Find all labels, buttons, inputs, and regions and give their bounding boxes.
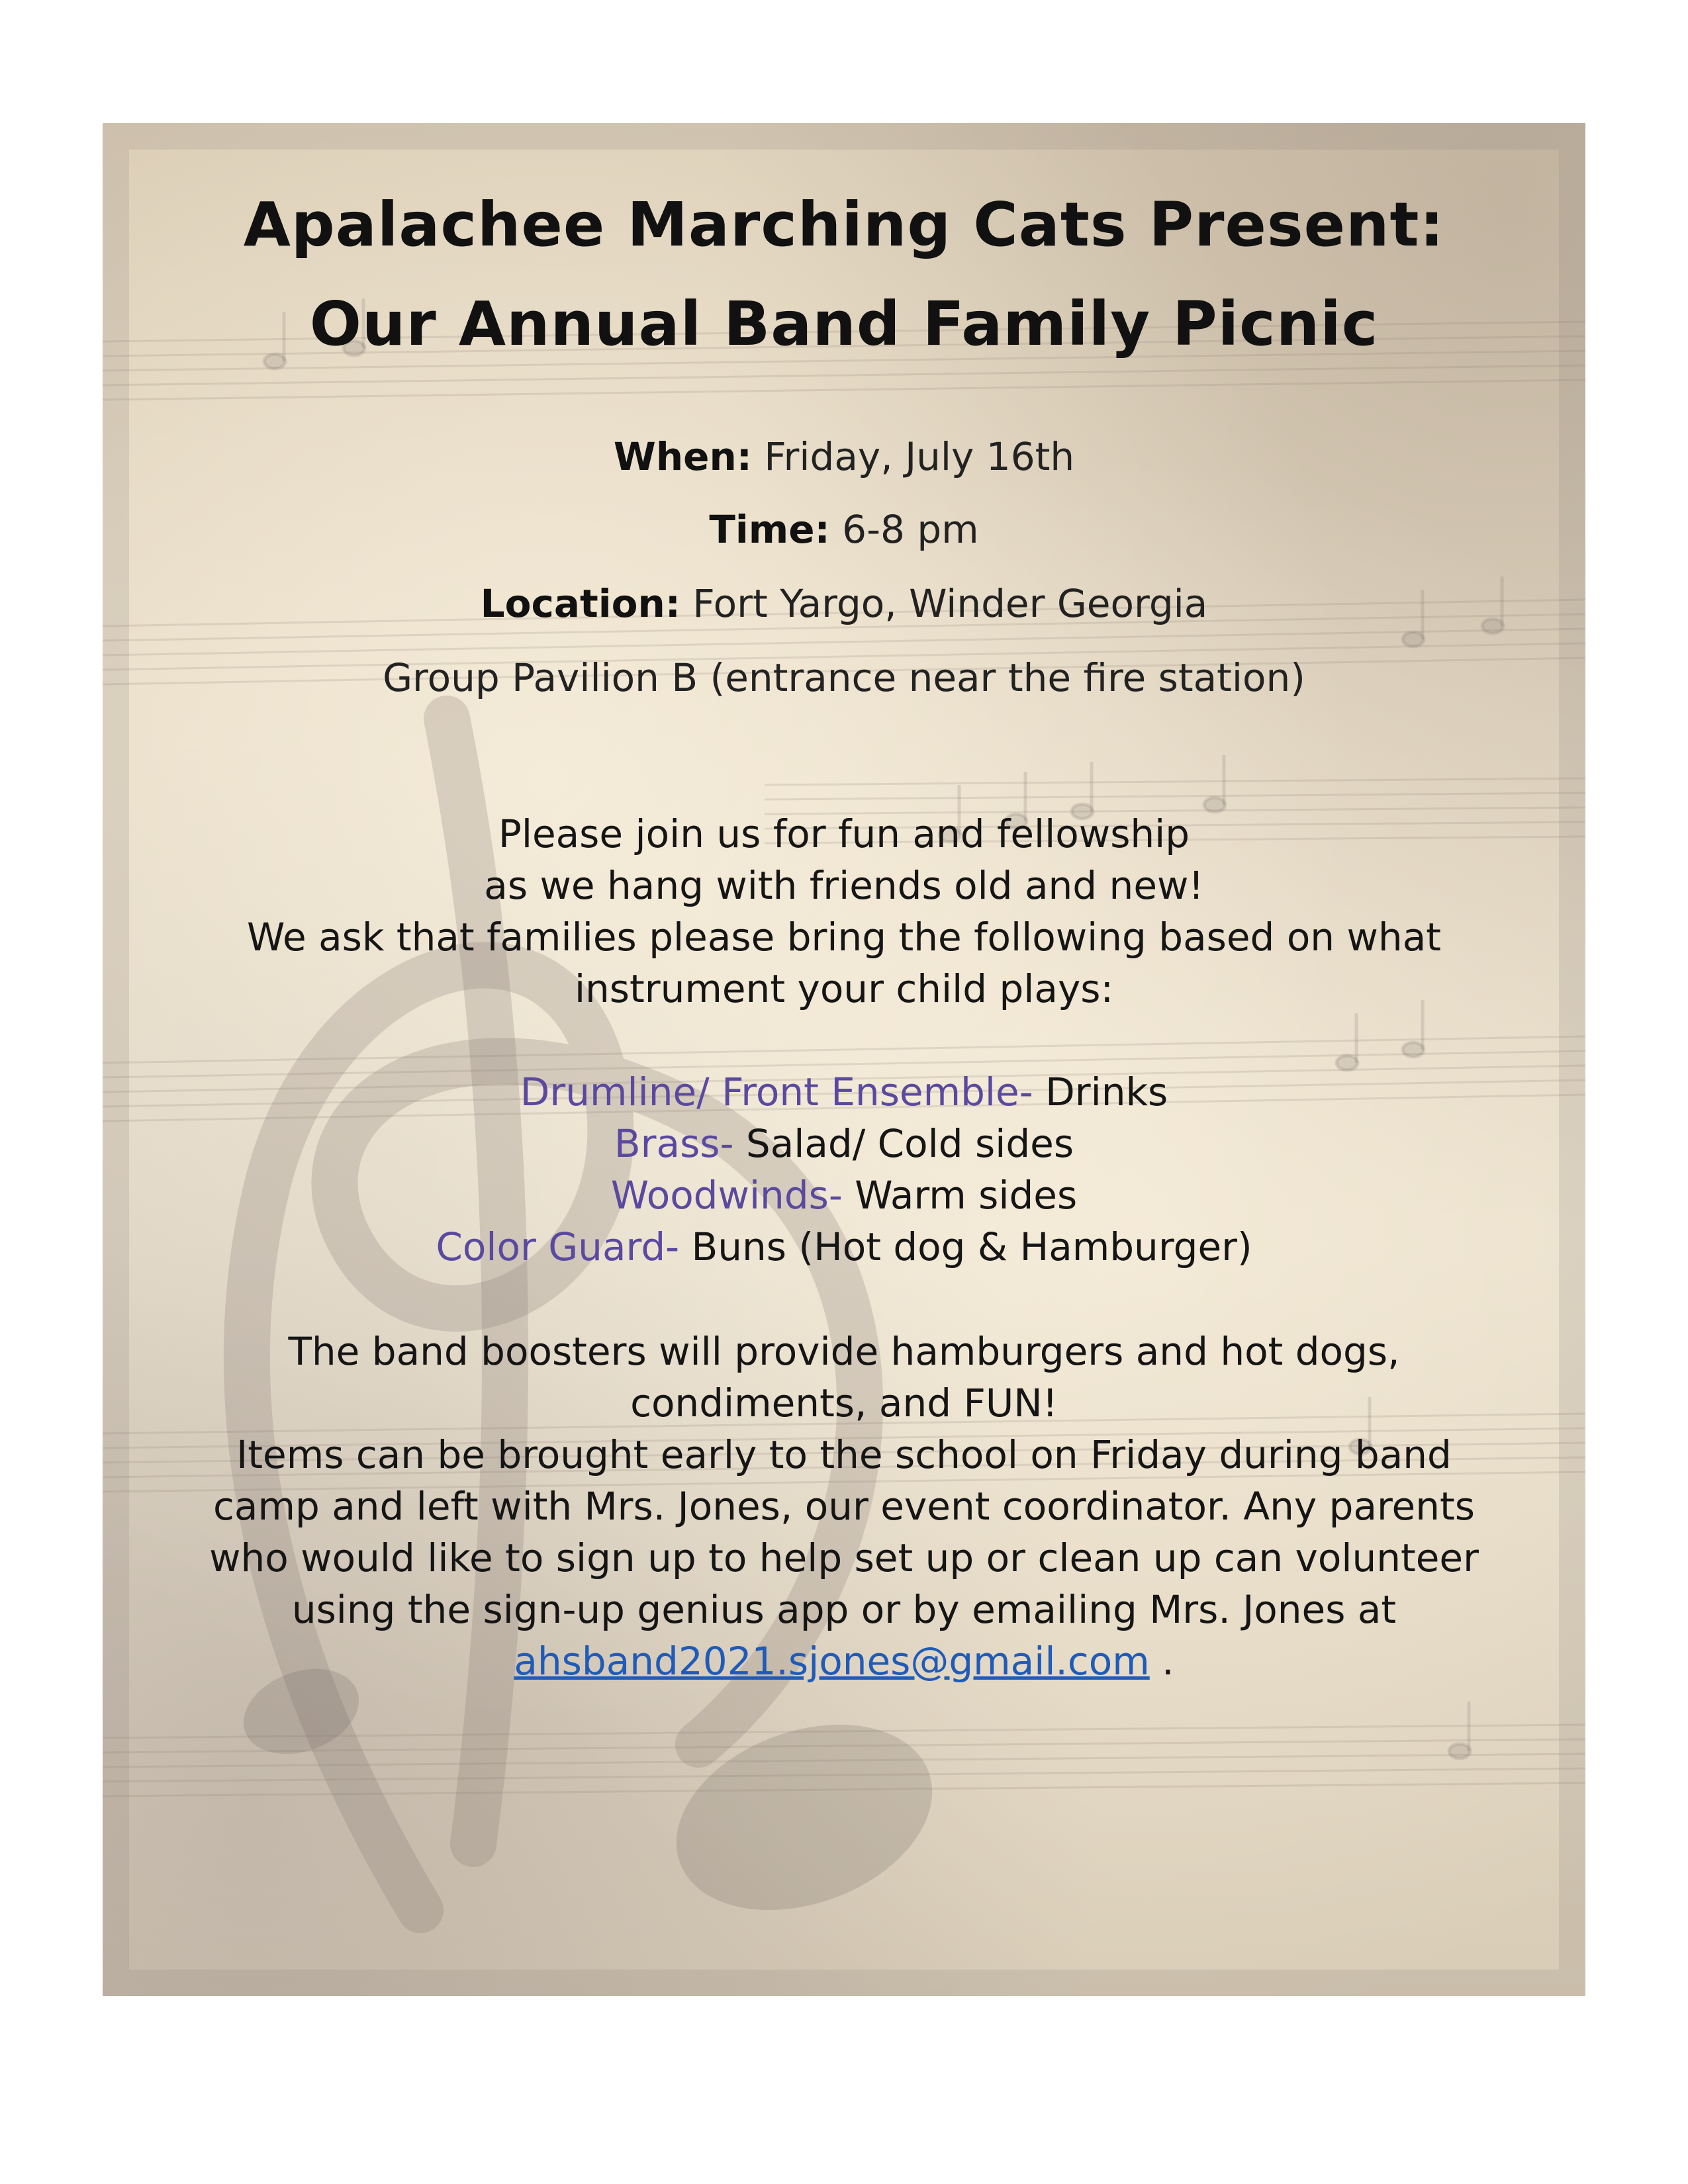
email-line <box>103 1639 1585 1684</box>
location-label: Location: <box>480 581 680 626</box>
assignment-color-guard <box>103 1224 1585 1269</box>
assignment-section: Woodwinds- <box>610 1173 843 1218</box>
time-row <box>103 507 1585 552</box>
flyer <box>103 123 1585 1996</box>
assignment-brass <box>103 1121 1585 1166</box>
time-value: 6-8 pm <box>829 507 979 552</box>
intro-line-2: as we hang with friends old and new! <box>484 863 1204 908</box>
closing-line-2: condiments, and FUN! <box>630 1381 1058 1426</box>
closing-line-5: who would like to sign up to help set up or clean up can volunteer <box>209 1535 1479 1580</box>
when-value: Friday, July 16th <box>751 434 1075 479</box>
title-line-2: Our Annual Band Family Picnic <box>309 289 1379 359</box>
time-label: Time: <box>709 507 830 552</box>
assignment-drumline <box>103 1069 1585 1115</box>
closing-line-3: Items can be brought early to the school on Friday during band <box>236 1432 1452 1477</box>
assignment-item: Buns (Hot dog & Hamburger) <box>679 1224 1252 1269</box>
pavilion-line: Group Pavilion B (entrance near the fire station) <box>383 655 1305 700</box>
location-row <box>103 581 1585 626</box>
title-line-1: Apalachee Marching Cats Present: <box>243 189 1445 260</box>
intro-line-4: instrument your child plays: <box>574 966 1114 1011</box>
assignment-item: Salad/ Cold sides <box>733 1121 1074 1166</box>
closing-line-1: The band boosters will provide hamburgers and hot dogs, <box>288 1329 1400 1374</box>
assignment-section: Color Guard- <box>436 1224 680 1269</box>
email-link[interactable]: ahsband2021.sjones@gmail.com <box>514 1639 1150 1684</box>
assignment-section: Drumline/ Front Ensemble- <box>520 1069 1033 1115</box>
closing-line-4: camp and left with Mrs. Jones, our event coordinator. Any parents <box>213 1484 1475 1529</box>
when-label: When: <box>613 434 752 479</box>
location-value: Fort Yargo, Winder Georgia <box>680 581 1208 626</box>
intro-line-1: Please join us for fun and fellowship <box>498 811 1190 856</box>
when-row <box>103 434 1585 479</box>
assignment-section: Brass- <box>614 1121 734 1166</box>
assignment-woodwinds <box>103 1173 1585 1218</box>
closing-line-6: using the sign-up genius app or by emailing Mrs. Jones at <box>291 1587 1397 1632</box>
flyer-content <box>103 123 1585 1996</box>
assignment-item: Warm sides <box>842 1173 1078 1218</box>
intro-line-3: We ask that families please bring the following based on what <box>247 915 1441 960</box>
assignment-item: Drinks <box>1033 1069 1168 1115</box>
email-line-end: . <box>1149 1639 1174 1684</box>
